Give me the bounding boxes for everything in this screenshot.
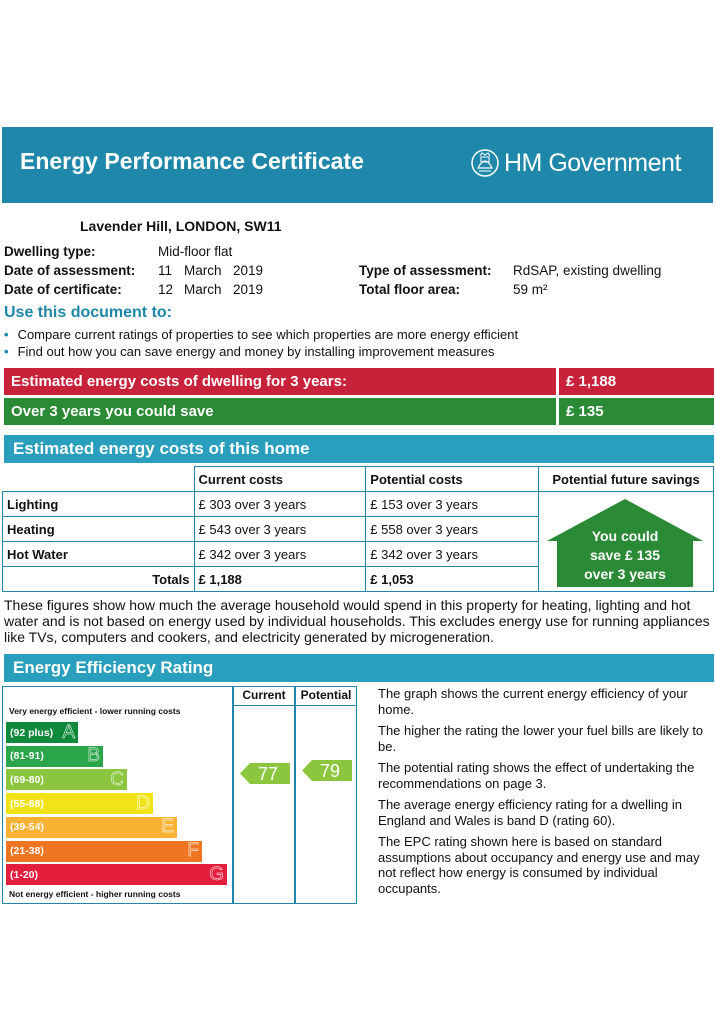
bullet-text: Find out how you can save energy and money by installing improvement measures (17, 344, 495, 359)
eer-note: The potential rating shows the effect of undertaking the recommendations on page 3. (378, 760, 695, 791)
date-of-assessment-label: Date of assessment: (4, 263, 136, 278)
eer-band-letter: C (110, 768, 124, 790)
eer-band-letter: G (209, 863, 224, 885)
eer-note: The average energy efficiency rating for a dwelling in England and Wales is band D (rating 60). (378, 797, 682, 828)
eer-band-range: (39-54) (10, 821, 44, 834)
date-of-certificate-month: March (184, 282, 222, 297)
eer-current-header: Current (242, 688, 286, 702)
row-label: Hot Water (3, 542, 195, 567)
potential-rating-value: 79 (319, 761, 341, 781)
current-rating-value: 77 (257, 764, 279, 784)
could-save-value: £ 135 (559, 398, 714, 425)
certificate-title: Energy Performance Certificate (20, 148, 364, 174)
current-cost-cell: £ 303 over 3 years (194, 492, 366, 517)
savings-line: save £ 135 (589, 547, 661, 563)
estimated-costs-value: £ 1,188 (559, 368, 714, 395)
date-of-certificate-label: Date of certificate: (4, 282, 122, 297)
date-of-assessment-day: 11 (158, 263, 173, 278)
eer-band-d (6, 793, 153, 814)
hm-government-text: HM Government (504, 148, 681, 177)
eer-section-title: Energy Efficiency Rating (4, 654, 714, 682)
could-save-band (4, 398, 714, 425)
eer-band-a (6, 722, 78, 743)
table-header-row (3, 467, 714, 492)
date-of-certificate-day: 12 (158, 282, 174, 297)
eer-band-g (6, 864, 227, 885)
bullet-icon: • (4, 327, 9, 342)
row-label: Heating (3, 517, 195, 542)
eer-band-letter: F (187, 840, 199, 861)
estimated-costs-band (4, 368, 714, 395)
eer-divider (294, 686, 296, 904)
potential-cost-cell: £ 153 over 3 years (366, 492, 539, 517)
use-document-title: Use this document to: (4, 304, 173, 321)
eer-note: The higher the rating the lower your fuel bills are likely to be. (378, 723, 704, 754)
dwelling-type-label: Dwelling type: (4, 244, 96, 259)
bullet-text: Compare current ratings of properties to see which properties are more energy efficient (17, 327, 519, 342)
eer-band-range: (81-91) (10, 750, 44, 763)
savings-summary (545, 527, 705, 584)
potential-cost-cell: £ 342 over 3 years (366, 542, 539, 567)
date-of-certificate-year: 2019 (233, 282, 264, 297)
savings-line: over 3 years (584, 566, 666, 582)
future-savings-header: Potential future savings (539, 467, 714, 492)
totals-potential: £ 1,053 (366, 567, 539, 592)
eer-note: The graph shows the current energy efficiency of your home. (378, 686, 688, 717)
current-costs-header: Current costs (194, 467, 366, 492)
date-of-assessment-month: March (184, 263, 222, 278)
eer-bottom-caption: Not energy efficient - higher running costs (9, 889, 181, 899)
eer-band-letter: D (136, 792, 150, 814)
eer-band-range: (69-80) (10, 773, 44, 786)
current-cost-cell: £ 543 over 3 years (194, 517, 366, 542)
property-address: Lavender Hill, LONDON, SW11 (80, 218, 282, 234)
bullet-icon: • (4, 344, 9, 359)
eer-band-range: (55-68) (10, 797, 44, 810)
date-of-assessment-year: 2019 (233, 263, 264, 278)
type-of-assessment-label: Type of assessment: (359, 263, 492, 278)
hm-government-logo (470, 146, 681, 180)
savings-line: You could (591, 528, 659, 544)
eer-band-c (6, 769, 127, 790)
eer-band-letter: A (62, 721, 75, 743)
eer-top-caption: Very energy efficient - lower running costs (9, 706, 181, 716)
row-label: Lighting (3, 492, 195, 517)
eer-band-range: (1-20) (10, 868, 39, 881)
could-save-label: Over 3 years you could save (4, 398, 556, 425)
use-document-bullet (4, 344, 494, 359)
eer-band-e (6, 817, 177, 838)
totals-current: £ 1,188 (194, 567, 366, 592)
dwelling-type-value: Mid-floor flat (158, 244, 233, 259)
royal-crest-icon (470, 148, 500, 178)
total-floor-area-value: 59 m² (513, 282, 548, 297)
eer-band-letter: B (87, 745, 100, 767)
costs-section-title: Estimated energy costs of this home (4, 435, 714, 463)
current-cost-cell: £ 342 over 3 years (194, 542, 366, 567)
eer-divider (232, 705, 357, 706)
use-document-bullet (4, 327, 518, 342)
estimated-costs-label: Estimated energy costs of dwelling for 3 years: (4, 368, 556, 395)
totals-label: Totals (3, 567, 195, 592)
eer-note: The EPC rating shown here is based on standard assumptions about occupancy and energy use and may not reflect how energy is consumed by individual occupants. (378, 834, 700, 896)
eer-band-range: (92 plus) (10, 726, 54, 739)
eer-band-b (6, 746, 103, 767)
costs-explanation: These figures show how much the average household would spend in this property for heating, lighting and hot water and is not based on energy used by individual households. This excludes energy use for running appliances like TVs, computers and cookers, and electricity generated by microgeneration. (4, 597, 710, 645)
potential-costs-header: Potential costs (366, 467, 539, 492)
potential-cost-cell: £ 558 over 3 years (366, 517, 539, 542)
eer-divider (232, 686, 234, 904)
eer-potential-header: Potential (300, 688, 352, 702)
eer-band-f (6, 841, 202, 862)
eer-band-letter: E (161, 816, 174, 838)
eer-band-range: (21-38) (10, 845, 44, 857)
total-floor-area-label: Total floor area: (359, 282, 461, 297)
type-of-assessment-value: RdSAP, existing dwelling (513, 263, 662, 278)
